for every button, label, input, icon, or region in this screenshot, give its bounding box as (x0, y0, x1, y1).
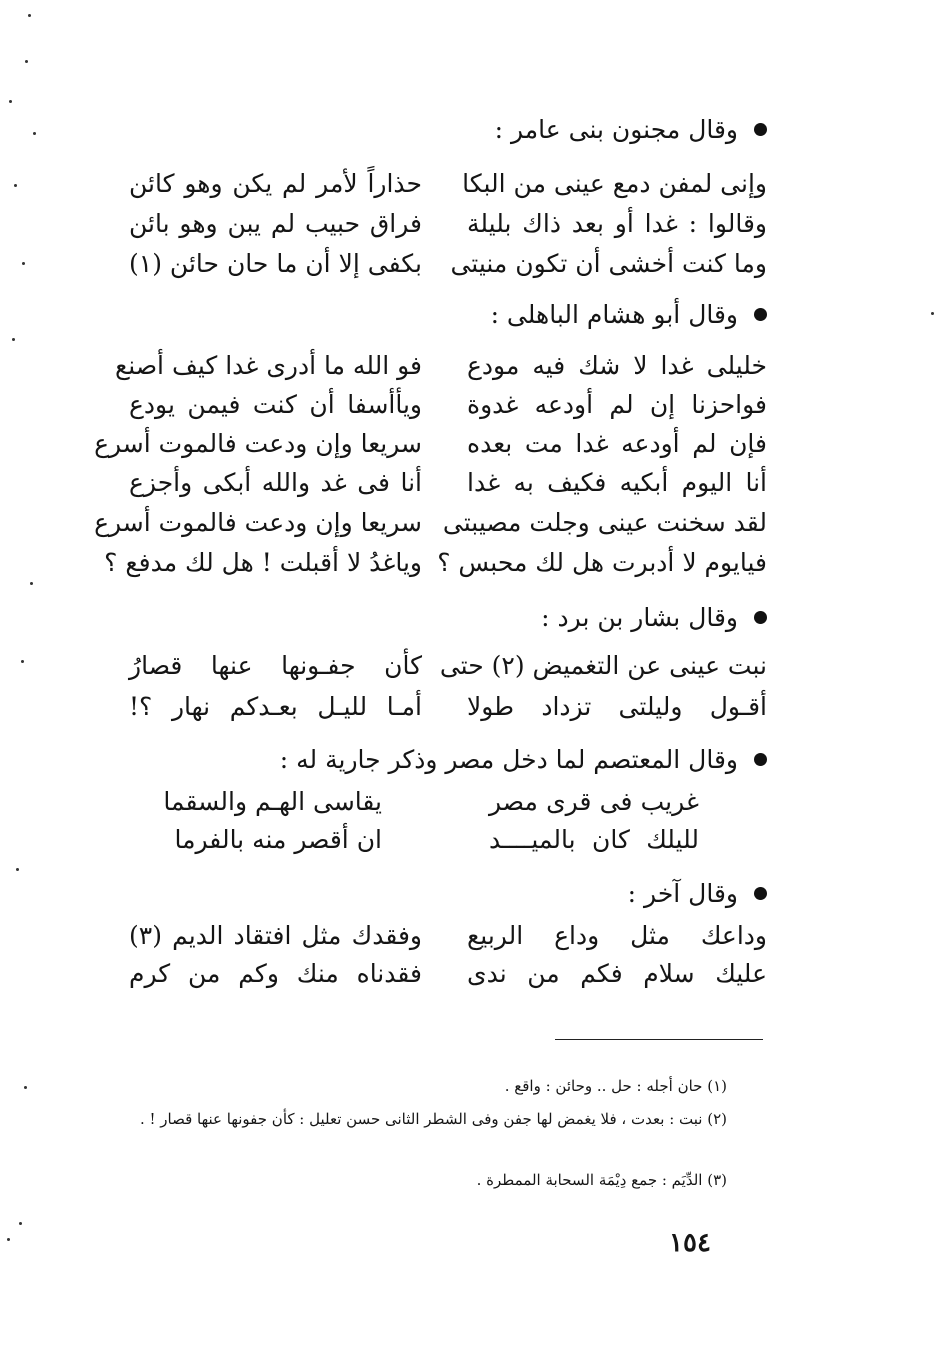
verse-second-half: سريعا وإن ودعت فالموت أسرع (94, 429, 422, 458)
verse-second-half: سريعا وإن ودعت فالموت أسرع (94, 508, 422, 537)
scan-speck (931, 312, 934, 315)
scan-speck (33, 132, 36, 135)
verse-second-half: فقدناه منك وكم من كرم (129, 959, 422, 988)
scan-speck (14, 184, 17, 187)
scan-speck (16, 868, 19, 871)
verse-second-half: ان أقصر منه بالفرما (174, 825, 382, 854)
verse-first-half: فواحزنا إن لم أودعه غدوة (467, 390, 767, 419)
verse-first-half: لليلك كان بالميــــد (489, 825, 699, 854)
scan-speck (30, 582, 33, 585)
footnote: (٢) نبت : بعدت ، فلا يغمض لها جفن وفى الشطر الثانى حسن تعليل : كأن جفونها عنها قصار ! . (139, 1110, 727, 1128)
verse-second-half: وفقدك مثل افتقاد الديم (٣) (129, 921, 422, 950)
verse-first-half: وما كنت أخشى أن تكون منيتى (450, 249, 767, 278)
bullet-icon (754, 123, 767, 136)
verse-first-half: فإن لم أودعه غدا مت بعده (467, 429, 767, 458)
scan-speck (7, 1238, 10, 1241)
verse-second-half: وياغدُ لا أقبلت ! هل لك مدفع ؟ (104, 548, 422, 577)
verse-second-half: ويأأسفا أن كنت فيمن يودع (129, 390, 422, 419)
scan-speck (28, 14, 31, 17)
section-heading: وقال أبو هشام الباهلى : (491, 299, 767, 331)
footnote: (٣) الدِّيَم : جمع دِيْمَة السحابة الممطرة . (476, 1171, 727, 1189)
verse-first-half: نبت عينى عن التغميض (٢) حتى (439, 651, 767, 680)
section-heading: وقال المعتصم لما دخل مصر وذكر جارية له : (280, 744, 767, 776)
verse-second-half: أمـا لليـل بعـدكم نهار ؟! (129, 692, 422, 721)
section-heading: وقال بشار بن برد : (541, 602, 767, 634)
scan-speck (24, 1086, 27, 1089)
verse-second-half: كأن جفـونها عنها قصارُ (129, 651, 422, 680)
page-number: ١٥٤ (669, 1228, 711, 1258)
section-heading: وقال مجنون بنى عامر : (495, 114, 767, 146)
scan-speck (9, 100, 12, 103)
verse-second-half: بكفى إلا أن ما حان حائن (١) (129, 249, 422, 278)
bullet-icon (754, 887, 767, 900)
scan-speck (19, 1222, 22, 1225)
bullet-icon (754, 753, 767, 766)
verse-second-half: فراق حبيب لم يبن وهو بائن (129, 209, 422, 238)
verse-second-half: فو الله ما أدرى غدا كيف أصنع (114, 351, 422, 380)
verse-second-half: أنا فى غد والله أبكى وأجزع (129, 468, 422, 497)
verse-second-half: يقاسى الهـم والسقما (163, 787, 382, 816)
footnote: (١) حان أجله : حل .. وحائن : واقع . (504, 1077, 727, 1095)
verse-first-half: أقـول وليلتى تزداد طولا (467, 692, 767, 721)
verse-second-half: حذاراً لأمر لم يكن وهو كائن (129, 169, 422, 198)
verse-first-half: وقالوا : غدا أو بعد ذاك بليلة (467, 209, 767, 238)
verse-first-half: عليك سلام فكم من ندى (467, 959, 767, 988)
bullet-icon (754, 308, 767, 321)
verse-first-half: خليلى غدا لا شك فيه مودع (467, 351, 767, 380)
scan-speck (22, 262, 25, 265)
footnote-separator (555, 1039, 763, 1040)
verse-first-half: فيايوم لا أدبرت هل لك محبس ؟ (437, 548, 767, 577)
verse-first-half: لقد سخنت عينى وجلت مصيبتى (442, 508, 767, 537)
bullet-icon (754, 611, 767, 624)
section-heading: وقال آخر : (628, 878, 767, 910)
verse-first-half: غريب فى قرى مصر (489, 787, 699, 816)
verse-first-half: وإنى لمفن دمع عينى من البكا (462, 169, 767, 198)
scan-speck (12, 338, 15, 341)
verse-first-half: وداعك مثل وداع الربيع (467, 921, 767, 950)
scan-speck (21, 660, 24, 663)
scan-speck (25, 60, 28, 63)
verse-first-half: أنا اليوم أبكيه فكيف به غدا (467, 468, 767, 497)
